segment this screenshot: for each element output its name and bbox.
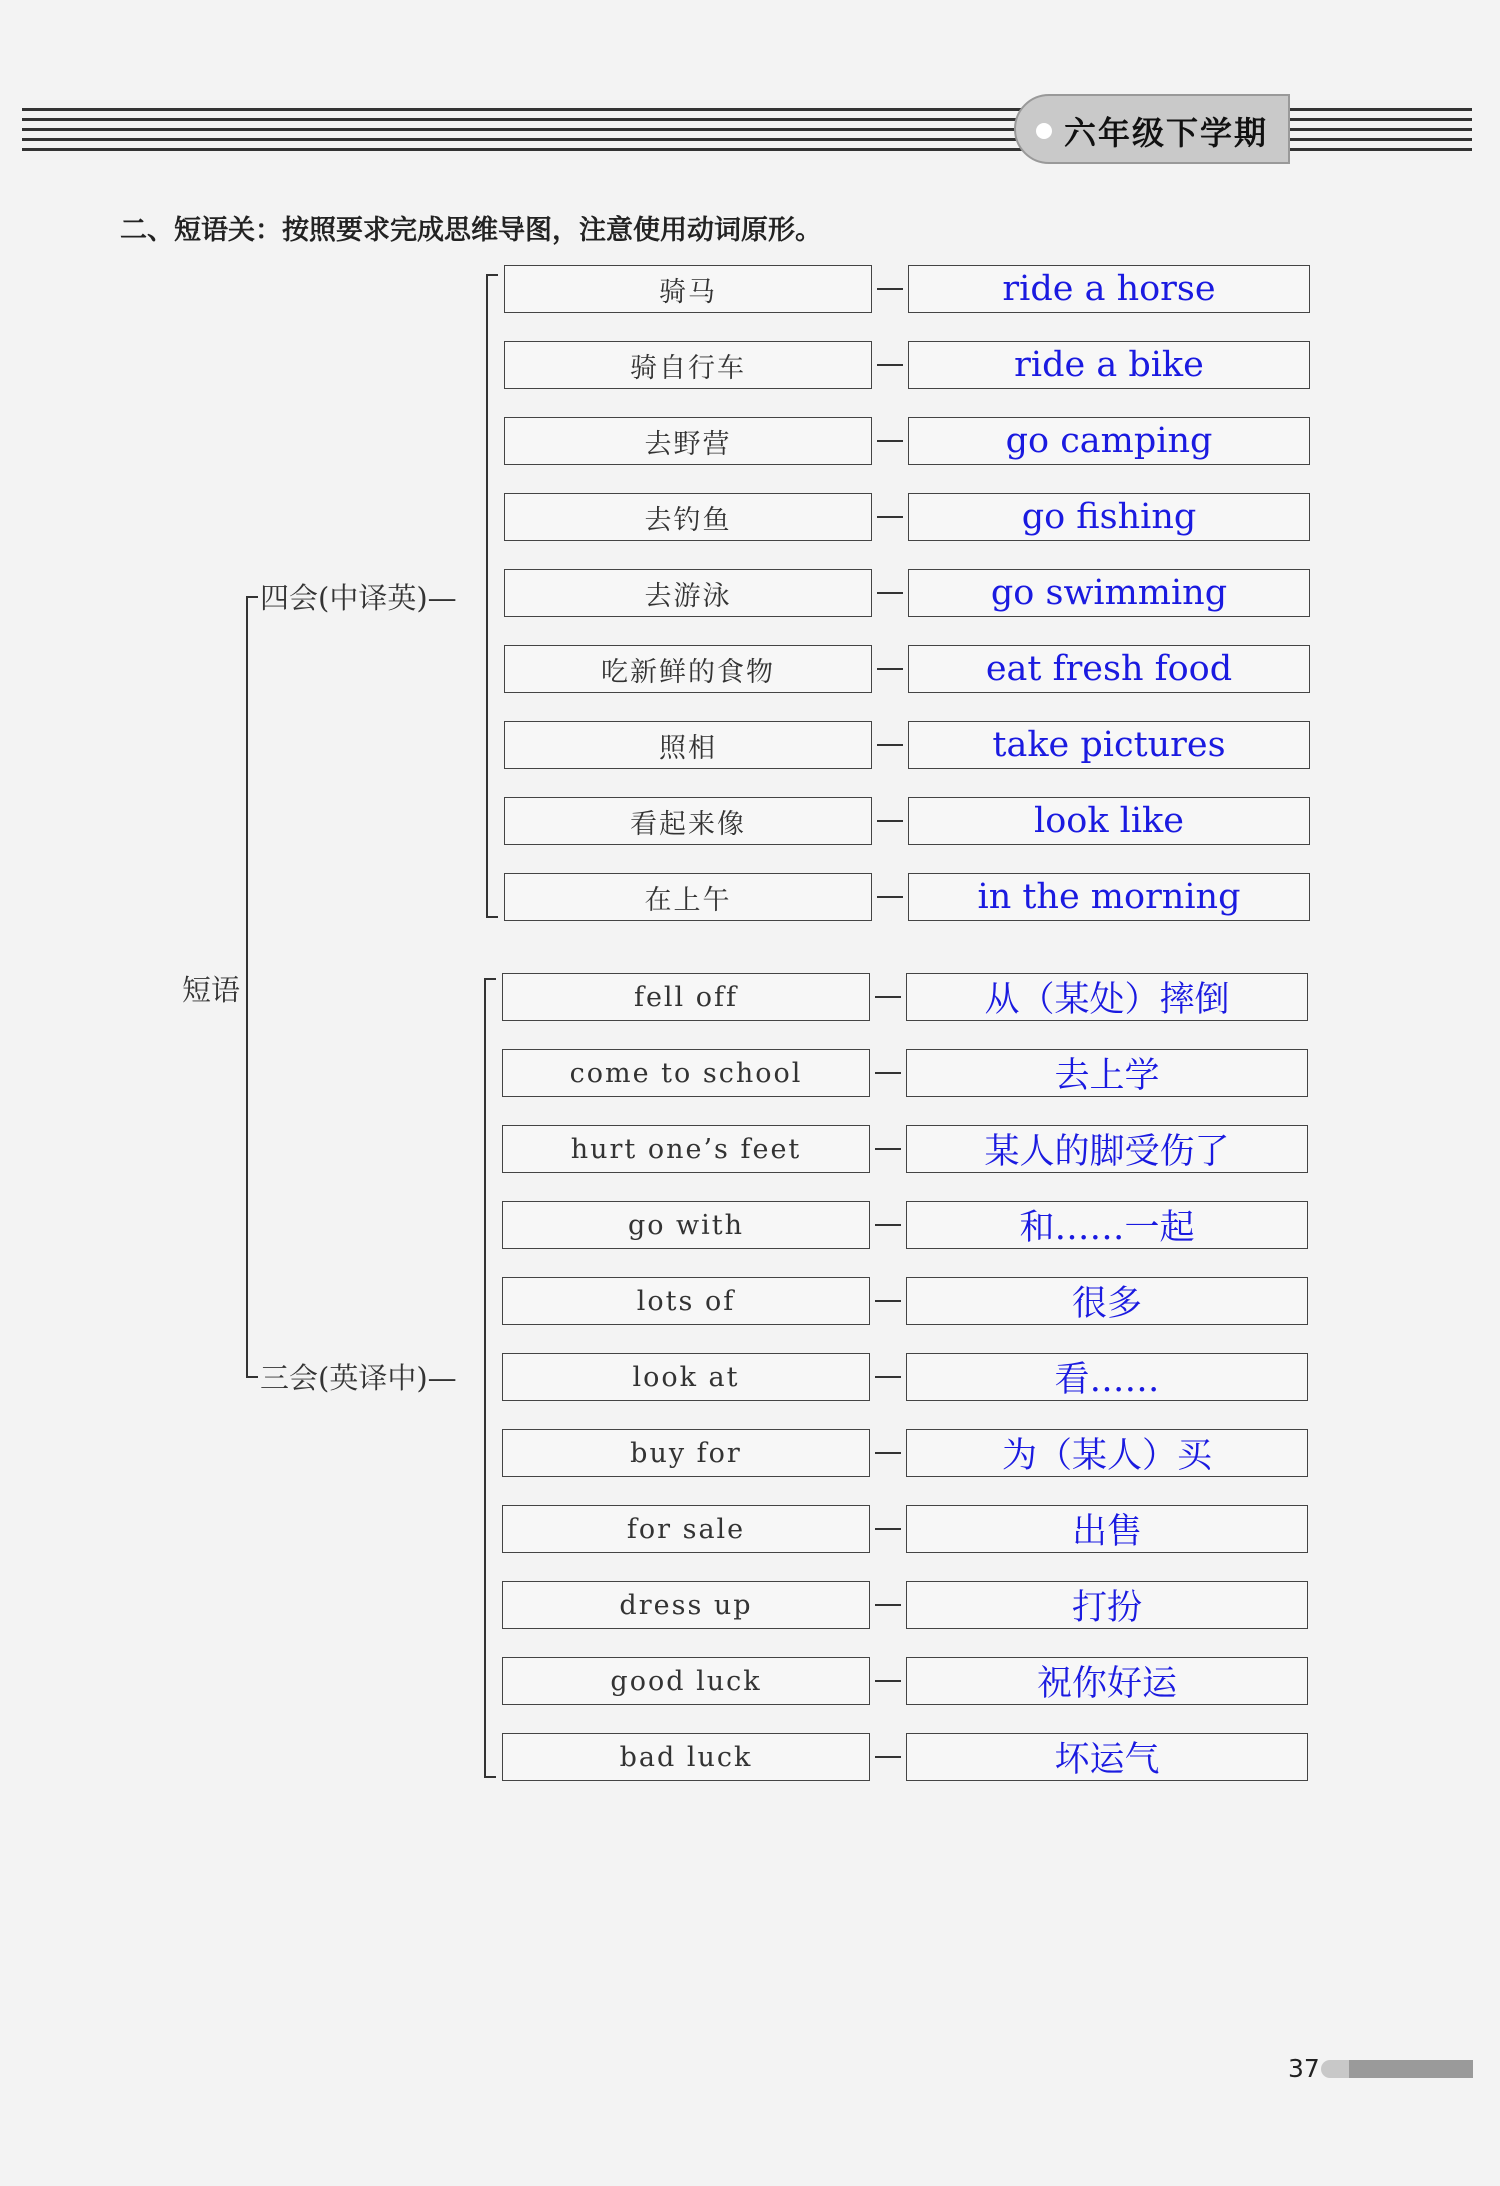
root-bracket [246, 596, 248, 1378]
answer-box: look like [908, 797, 1310, 845]
answer-box: 从（某处）摔倒 [906, 973, 1308, 1021]
group2-bracket [484, 978, 486, 1778]
prompt-box: for sale [502, 1505, 870, 1553]
footer-bar [1335, 2060, 1473, 2078]
header-rule-right [1290, 108, 1472, 152]
answer-box: 某人的脚受伤了 [906, 1125, 1308, 1173]
tab-dot-icon [1036, 123, 1052, 139]
page-number: 37 [1288, 2054, 1320, 2083]
prompt-box: 看起来像 [504, 797, 872, 845]
prompt-box: 去野营 [504, 417, 872, 465]
answer-box: eat fresh food [908, 645, 1310, 693]
prompt-box: come to school [502, 1049, 870, 1097]
root-label: 短语 [182, 973, 241, 1007]
answer-box: 打扮 [906, 1581, 1308, 1629]
prompt-box: 去钓鱼 [504, 493, 872, 541]
answer-box: 和……一起 [906, 1201, 1308, 1249]
header-rule-left [22, 108, 1022, 152]
answer-box: 出售 [906, 1505, 1308, 1553]
prompt-box: go with [502, 1201, 870, 1249]
group1-label: 四会(中译英)— [260, 581, 457, 615]
grade-label: 六年级下学期 [1064, 114, 1269, 152]
answer-box: go swimming [908, 569, 1310, 617]
answer-box: ride a bike [908, 341, 1310, 389]
answer-box: 为（某人）买 [906, 1429, 1308, 1477]
section-title: 二、短语关：按照要求完成思维导图，注意使用动词原形。 [120, 215, 822, 246]
answer-box: ride a horse [908, 265, 1310, 313]
prompt-box: hurt one’s feet [502, 1125, 870, 1173]
answer-box: 去上学 [906, 1049, 1308, 1097]
group1-bracket [486, 274, 488, 918]
prompt-box: 去游泳 [504, 569, 872, 617]
answer-box: 很多 [906, 1277, 1308, 1325]
group2-label: 三会(英译中)— [260, 1361, 457, 1395]
answer-box: in the morning [908, 873, 1310, 921]
prompt-box: bad luck [502, 1733, 870, 1781]
answer-box: 祝你好运 [906, 1657, 1308, 1705]
prompt-box: look at [502, 1353, 870, 1401]
prompt-box: 骑自行车 [504, 341, 872, 389]
answer-box: 看…… [906, 1353, 1308, 1401]
answer-box: go camping [908, 417, 1310, 465]
prompt-box: 骑马 [504, 265, 872, 313]
prompt-box: 吃新鲜的食物 [504, 645, 872, 693]
prompt-box: good luck [502, 1657, 870, 1705]
prompt-box: lots of [502, 1277, 870, 1325]
prompt-box: 在上午 [504, 873, 872, 921]
answer-box: take pictures [908, 721, 1310, 769]
prompt-box: 照相 [504, 721, 872, 769]
prompt-box: fell off [502, 973, 870, 1021]
answer-box: 坏运气 [906, 1733, 1308, 1781]
grade-tab [1014, 94, 1290, 164]
prompt-box: dress up [502, 1581, 870, 1629]
answer-box: go fishing [908, 493, 1310, 541]
prompt-box: buy for [502, 1429, 870, 1477]
